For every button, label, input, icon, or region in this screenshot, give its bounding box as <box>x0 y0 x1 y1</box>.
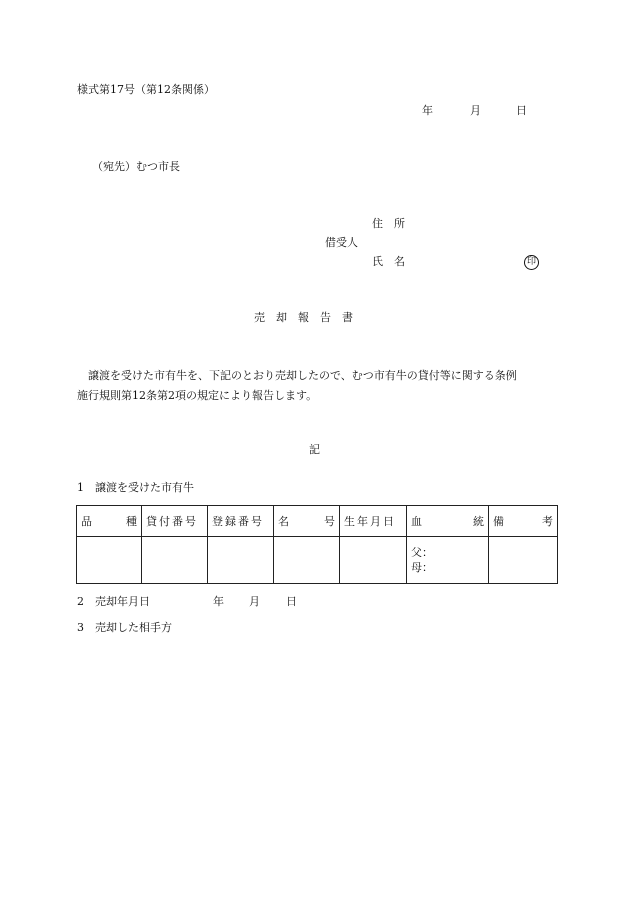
cell-remarks <box>489 537 558 584</box>
father-label: 父： <box>411 546 433 559</box>
cell-registration-number <box>208 537 274 584</box>
cattle-table <box>76 505 558 584</box>
date-month-label: 月 <box>470 104 481 117</box>
cell-pedigree <box>407 537 489 584</box>
name-label: 氏 名 <box>372 255 405 268</box>
sale-year-label: 年 <box>213 595 224 608</box>
header-registration-number: 登録番号 <box>208 506 274 537</box>
body-text <box>77 366 555 406</box>
mother-label: 母： <box>411 561 433 574</box>
form-number: 様式第17号（第12条関係） <box>77 83 215 96</box>
table-row <box>77 537 558 584</box>
body-text-line-2: 施行規則第12条第2項の規定により報告します。 <box>77 389 318 402</box>
date-year-label: 年 <box>422 104 433 117</box>
header-pedigree: 血 統 <box>407 506 489 537</box>
cell-birth-date <box>340 537 407 584</box>
sale-day-label: 日 <box>286 595 297 608</box>
header-birth-date: 生年月日 <box>340 506 407 537</box>
header-breed: 品 種 <box>77 506 142 537</box>
section-1-heading: 1 譲渡を受けた市有牛 <box>77 481 194 494</box>
borrower-label: 借受人 <box>325 236 358 249</box>
date-day-label: 日 <box>516 104 527 117</box>
cell-name <box>274 537 340 584</box>
addressee: （宛先）むつ市長 <box>92 160 180 173</box>
header-loan-number: 貸付番号 <box>142 506 208 537</box>
section-2-heading: 2 売却年月日 <box>77 595 150 608</box>
cell-breed <box>77 537 142 584</box>
table-header-row <box>77 506 558 537</box>
document-title: 売 却 報 告 書 <box>254 311 353 324</box>
ki-heading: 記 <box>309 443 320 456</box>
address-label: 住 所 <box>372 217 405 230</box>
section-3-heading: 3 売却した相手方 <box>77 621 172 634</box>
header-name: 名 号 <box>274 506 340 537</box>
cell-loan-number <box>142 537 208 584</box>
body-text-line-1: 譲渡を受けた市有牛を、下記のとおり売却したので、むつ市有牛の貸付等に関する条例 <box>88 369 517 382</box>
sale-month-label: 月 <box>249 595 260 608</box>
header-remarks: 備 考 <box>489 506 558 537</box>
seal-mark: 印 <box>524 255 539 270</box>
